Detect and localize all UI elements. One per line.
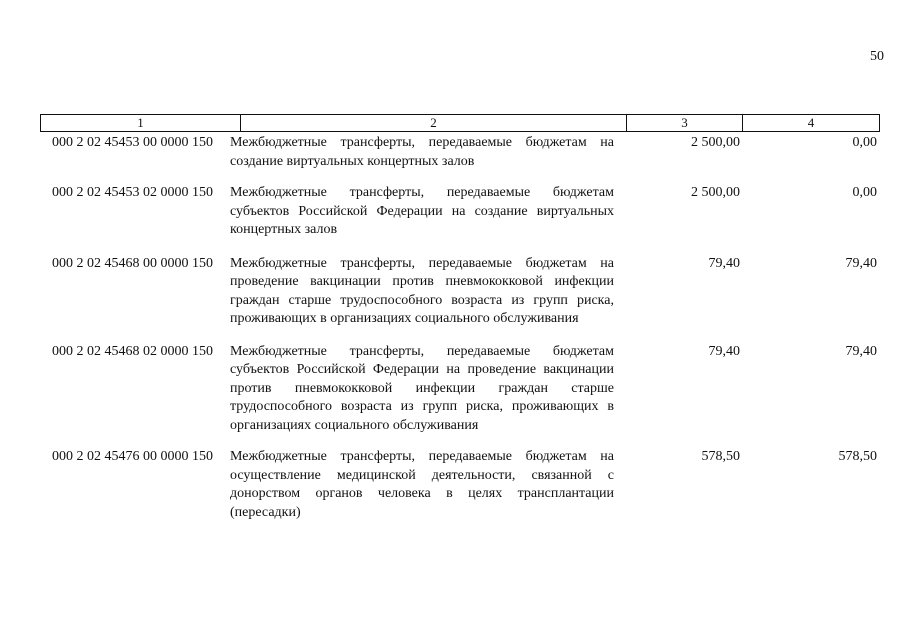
- table-row: [40, 448, 879, 522]
- row-col4-value: 0,00: [852, 185, 877, 200]
- row-col4-value: 578,50: [838, 449, 877, 464]
- row-code: 000 2 02 45476 00 0000 150: [52, 449, 213, 464]
- row-col3-value: 578,50: [701, 449, 740, 464]
- header-cell-3: 3: [627, 115, 743, 132]
- table-header: [40, 114, 880, 132]
- row-code: 000 2 02 45468 02 0000 150: [52, 343, 213, 359]
- table-row: [40, 255, 879, 329]
- row-col3-value: 2 500,00: [691, 185, 740, 200]
- row-col3-value: 2 500,00: [691, 135, 740, 150]
- row-col4-value: 0,00: [852, 135, 877, 150]
- table-row: [40, 343, 879, 436]
- page-number: 50: [870, 49, 884, 64]
- header-cell-1: 1: [41, 115, 241, 132]
- table-row: [40, 184, 879, 240]
- row-col3-value: 79,40: [708, 343, 740, 359]
- table-body: [40, 134, 879, 522]
- row-name: Межбюджетные трансферты, передаваемые бюджетам субъектов Российской Федерации на проведение вакцинации против пневмококковой инфекции граждан старше трудоспособного возраста из групп риска, проживающих в организациях социального обслуживания: [230, 343, 614, 433]
- row-col3-value: 79,40: [708, 255, 740, 271]
- row-code: 000 2 02 45453 02 0000 150: [52, 185, 213, 200]
- header-row: [41, 115, 880, 132]
- row-code: 000 2 02 45453 00 0000 150: [52, 135, 213, 150]
- row-col4-value: 79,40: [845, 255, 877, 271]
- row-col4-value: 79,40: [845, 343, 877, 359]
- header-cell-4: 4: [743, 115, 880, 132]
- header-cell-2: 2: [241, 115, 627, 132]
- row-name: Межбюджетные трансферты, передаваемые бюджетам на осуществление медицинской деятельности, связанной с донорством органов человека в целях трансплантации (пересадки): [230, 449, 614, 520]
- table-row: [40, 134, 879, 171]
- row-name: Межбюджетные трансферты, передаваемые бюджетам на проведение вакцинации против пневмококковой инфекции граждан старше трудоспособного возраста из групп риска, проживающих в организациях социального обслуживания: [230, 255, 614, 326]
- row-name: Межбюджетные трансферты, передаваемые бюджетам субъектов Российской Федерации на создание виртуальных концертных залов: [230, 185, 614, 237]
- row-code: 000 2 02 45468 00 0000 150: [52, 255, 213, 271]
- row-name: Межбюджетные трансферты, передаваемые бюджетам на создание виртуальных концертных залов: [230, 135, 614, 169]
